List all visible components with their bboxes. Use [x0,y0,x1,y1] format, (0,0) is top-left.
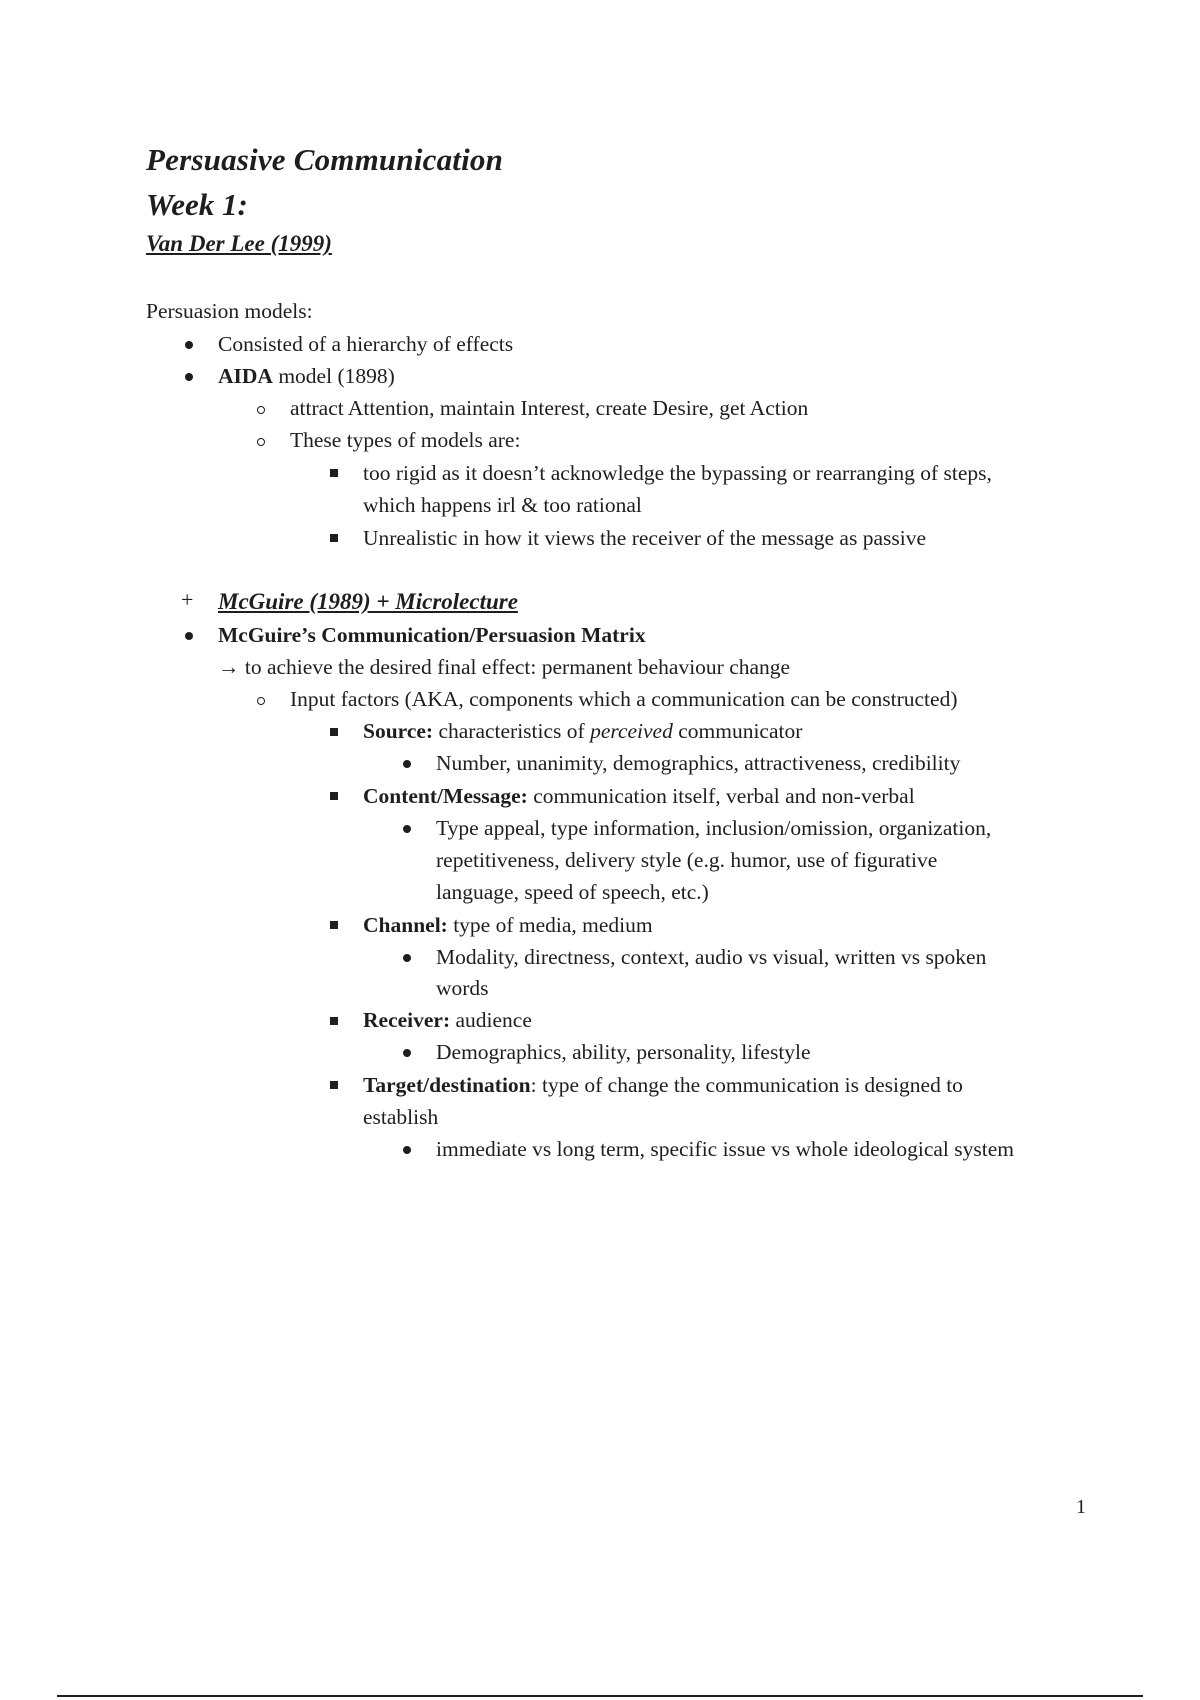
bullet-disc [403,760,411,768]
list-item: Number, unanimity, demographics, attractiveness, credibility [436,751,961,775]
bullet-circle [257,438,265,446]
bullet-square [330,469,338,477]
source-label: Source: [363,719,434,743]
mcguire-heading-text: McGuire (1989) + Microlecture [218,589,518,614]
list-item: These types of models are: [290,428,521,452]
list-item: Unrealistic in how it views the receiver of the message as passive [363,526,926,550]
list-item-continuation: which happens irl & too rational [363,493,642,517]
content-text: communication itself, verbal and non-verbal [527,784,915,808]
channel-text: type of media, medium [447,913,653,937]
mcguire-heading [218,589,518,615]
bullet-square [330,921,338,929]
content-item [363,783,915,809]
receiver-label: Receiver: [363,1008,451,1032]
source-text-end: communicator [672,719,803,743]
target-text: : type of change the communication is designed to [530,1073,963,1097]
receiver-item [363,1007,532,1033]
bullet-square [330,728,338,736]
source-text-italic: perceived [590,719,673,743]
bullet-square [330,1017,338,1025]
list-item: too rigid as it doesn’t acknowledge the bypassing or rearranging of steps, [363,461,992,485]
target-item-continuation: establish [363,1105,439,1129]
content-label: Content/Message: [363,784,528,808]
list-item: Type appeal, type information, inclusion/omission, organization, [436,816,992,840]
models-intro: Persuasion models: [146,299,313,323]
list-item: Demographics, ability, personality, lifestyle [436,1040,811,1064]
list-item: Modality, directness, context, audio vs visual, written vs spoken [436,945,987,969]
bullet-disc [185,373,193,381]
bullet-square [330,534,338,542]
aida-text: model (1898) [272,364,395,388]
list-item: Consisted of a hierarchy of effects [218,332,514,356]
bullet-circle [257,697,265,705]
list-item-continuation: language, speed of speech, etc.) [436,880,709,904]
document-title: Persuasive Communication [146,142,504,177]
page-number: 1 [1076,1496,1086,1518]
matrix-goal: → to achieve the desired final effect: permanent behaviour change [218,655,791,679]
bullet-disc [403,954,411,962]
target-label: Target/destination [363,1073,531,1097]
reference-heading: Van Der Lee (1999) [146,231,332,256]
bullet-square [330,792,338,800]
week-heading: Week 1: [146,187,248,222]
plus-marker: + [181,587,194,612]
bullet-disc [403,1049,411,1057]
page-bottom-rule [57,1695,1143,1697]
bullet-disc [185,632,193,640]
source-text: characteristics of [433,719,591,743]
list-item-aida [218,363,395,389]
channel-label: Channel: [363,913,448,937]
bullet-disc [403,1146,411,1154]
list-item-continuation: words [436,976,489,1000]
bullet-disc [403,825,411,833]
aida-label: AIDA [218,364,273,388]
bullet-square [330,1081,338,1089]
receiver-text: audience [450,1008,532,1032]
bullet-circle [257,406,265,414]
source-item [363,718,802,744]
channel-item [363,912,653,938]
list-item: attract Attention, maintain Interest, create Desire, get Action [290,396,809,420]
bullet-disc [185,341,193,349]
target-item [363,1072,963,1098]
list-item-continuation: repetitiveness, delivery style (e.g. humor, use of figurative [436,848,938,872]
matrix-title [218,622,646,648]
list-item: Input factors (AKA, components which a communication can be constructed) [290,687,958,711]
matrix-title-text: McGuire’s Communication/Persuasion Matrix [218,623,646,647]
list-item: immediate vs long term, specific issue vs whole ideological system [436,1137,1014,1161]
